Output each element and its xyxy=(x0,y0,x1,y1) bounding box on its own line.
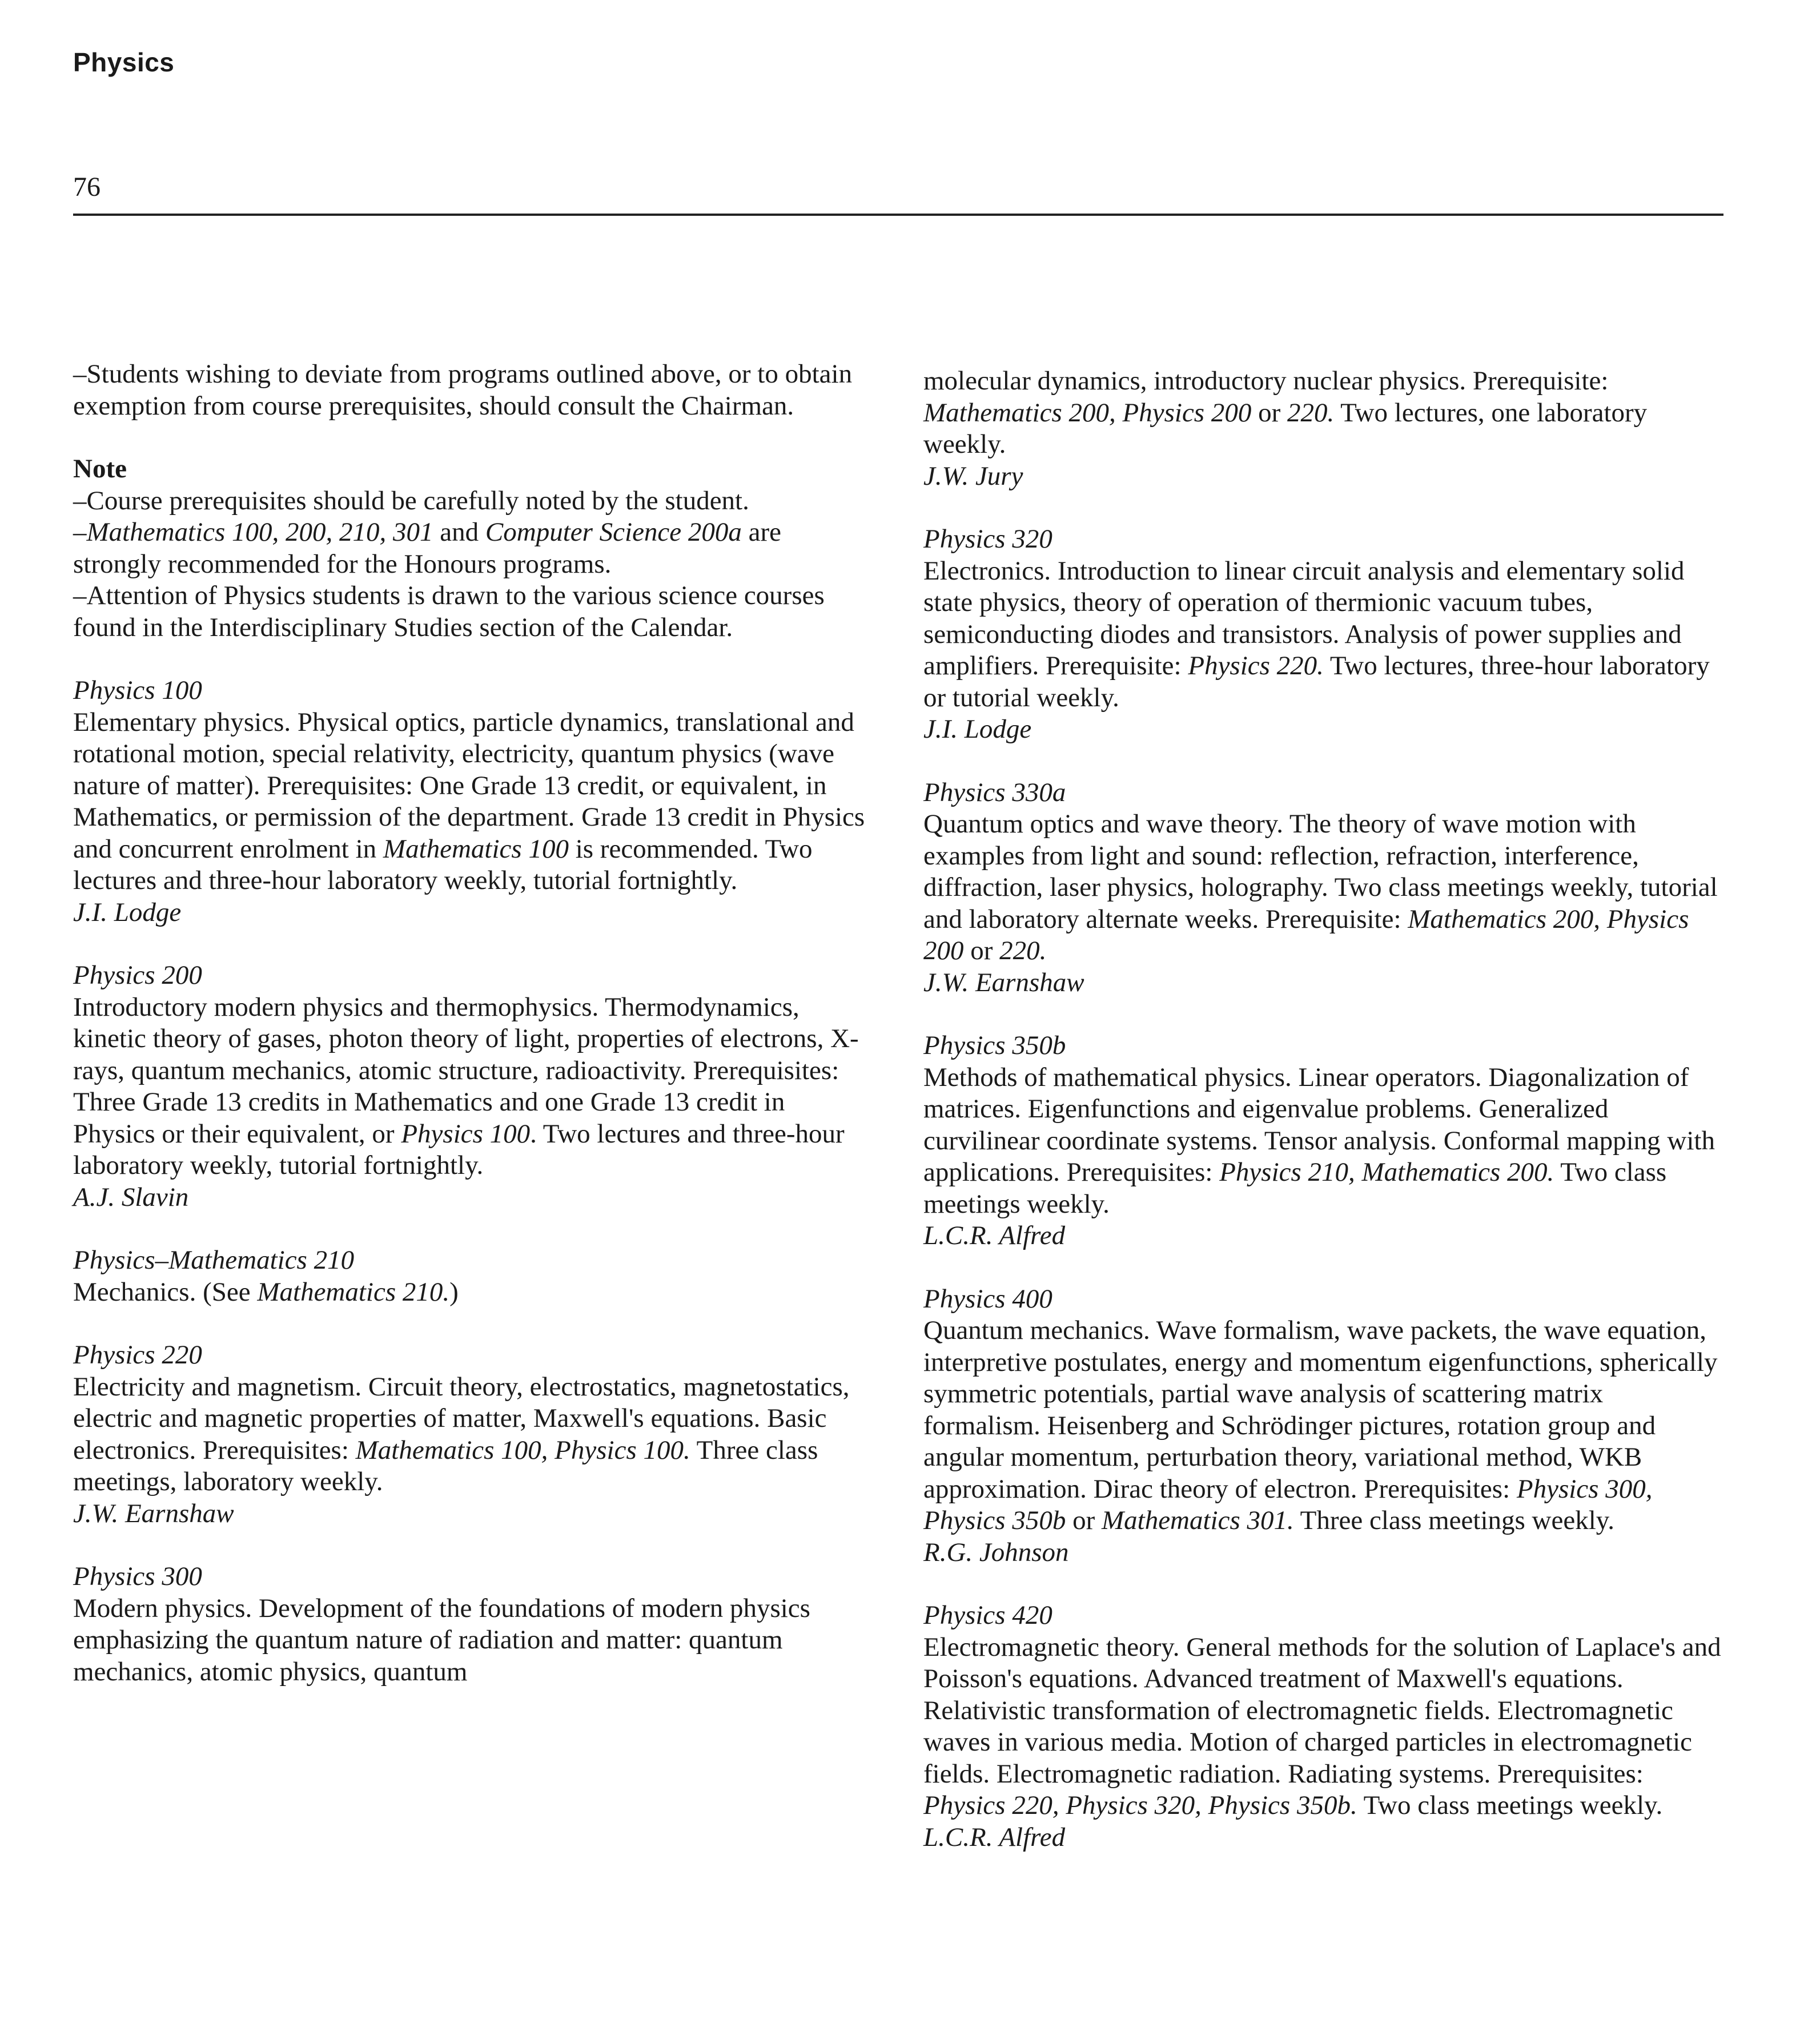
course-title: Physics 100 xyxy=(73,675,202,705)
course-title: Physics 330a xyxy=(923,777,1066,807)
note-course-list: –Mathematics 100, 200, 210, 301 xyxy=(73,517,433,547)
course-continuation xyxy=(923,365,1723,492)
course-instructor: A.J. Slavin xyxy=(73,1182,189,1212)
course-reference: 220. xyxy=(1287,397,1335,428)
course-entry xyxy=(923,1283,1723,1569)
note-text: are strongly recommended for the Honours programs. xyxy=(73,517,782,579)
note-connector: and xyxy=(433,517,485,547)
course-description-text: Quantum optics and wave theory. The theory of wave motion with examples from light and sound: reflection, refraction, interference, diffraction, laser physics, holography. Two class meetings weekly, tutorial and laboratory alternate weeks. Prerequisite: xyxy=(923,809,1718,934)
course-instructor: J.I. Lodge xyxy=(923,714,1032,744)
course-reference: Mathematics 301. xyxy=(1101,1506,1294,1535)
course-description-text: Two class meetings weekly. xyxy=(1357,1790,1663,1820)
course-instructor: L.C.R. Alfred xyxy=(923,1822,1066,1852)
course-reference: Mathematics 210. xyxy=(257,1277,450,1307)
course-description-text: Electromagnetic theory. General methods for the solution of Laplace's and Poisson's equations. Advanced treatment of Maxwell's equations. Relativistic transformation of electromagnetic fields. Electromagnetic waves in various media. Motion of charged particles in electromagnetic fields. Electromagnetic radiation. Radiating systems. Prerequisites: xyxy=(923,1632,1721,1789)
course-reference: Mathematics 200, Physics 200 xyxy=(923,397,1252,428)
course-reference: 220. xyxy=(999,936,1047,965)
course-description-text: Electricity and magnetism. Circuit theory, electrostatics, magnetostatics, electric and magnetic properties of matter, Maxwell's equations. Basic electronics. Prerequisites: xyxy=(73,1371,850,1465)
course-description xyxy=(923,1632,1723,1822)
course-reference: Physics 300, Physics 350b xyxy=(923,1474,1653,1535)
course-instructor: J.I. Lodge xyxy=(73,897,182,927)
course-description xyxy=(73,707,873,897)
course-description-text: Introductory modern physics and thermophysics. Thermodynamics, kinetic theory of gases, photon theory of light, properties of electrons, X-rays, quantum mechanics, atomic structure, radioactivity. Prerequisites: Three Grade 13 credits in Mathematics and one Grade 13 credit in Physics or their equivalent, or xyxy=(73,992,859,1149)
course-title: Physics–Mathematics 210 xyxy=(73,1245,355,1275)
course-description-text: . Two lectures and three-hour laboratory weekly, tutorial fortnightly. xyxy=(73,1118,845,1180)
course-reference: Mathematics 100, Physics 100. xyxy=(355,1435,690,1465)
left-column xyxy=(73,359,873,1688)
course-description-text: Three class meetings weekly. xyxy=(1293,1506,1614,1535)
course-entry xyxy=(923,777,1723,999)
course-description-text: Two lectures, one laboratory weekly. xyxy=(923,397,1648,459)
course-description-text: is recommended. Two lectures and three-hour laboratory weekly, tutorial fortnightly. xyxy=(73,834,813,895)
course-entry xyxy=(73,960,873,1213)
course-description-text: Two lectures, three-hour laboratory or tutorial weekly. xyxy=(923,651,1710,713)
course-title: Physics 220 xyxy=(73,1340,202,1370)
course-description: Modern physics. Development of the foundations of modern physics emphasizing the quantum nature of radiation and matter: quantum mechanics, atomic physics, quantum xyxy=(73,1593,810,1687)
course-description xyxy=(923,1315,1723,1537)
course-reference: Physics 210, Mathematics 200. xyxy=(1219,1157,1554,1187)
course-entry xyxy=(73,1245,873,1308)
course-title: Physics 200 xyxy=(73,960,202,990)
course-reference: Physics 100 xyxy=(401,1118,531,1149)
right-column xyxy=(923,365,1723,1853)
note-item: –Attention of Physics students is drawn to the various science courses found in the Interdisciplinary Studies section of the Calendar. xyxy=(73,581,825,642)
course-title: Physics 320 xyxy=(923,524,1052,554)
course-description xyxy=(73,1371,873,1498)
course-title: Physics 350b xyxy=(923,1031,1066,1060)
course-instructor: J.W. Jury xyxy=(923,461,1023,491)
course-description-text: Elementary physics. Physical optics, particle dynamics, translational and rotational motion, special relativity, electricity, quantum physics (wave nature of matter). Prerequisites: One Grade 13 credit, or equivalent, in Mathematics, or permission of the department. Grade 13 credit in Physics and concurrent enrolment in xyxy=(73,707,865,864)
course-title: Physics 300 xyxy=(73,1562,202,1591)
course-description-text: or xyxy=(963,936,1000,965)
note-item xyxy=(73,517,873,580)
course-description-text: Two class meetings weekly. xyxy=(923,1157,1667,1219)
course-description xyxy=(73,992,873,1182)
course-description-text: molecular dynamics, introductory nuclear physics. Prerequisite: xyxy=(923,366,1609,396)
course-description-text: Methods of mathematical physics. Linear operators. Diagonalization of matrices. Eigenfunctions and eigenvalue problems. Generalized curvilinear coordinate systems. Tensor analysis. Conformal mapping with applications. Prerequisites: xyxy=(923,1062,1715,1187)
course-description-text: ) xyxy=(449,1277,459,1307)
note-heading: Note xyxy=(73,454,127,484)
course-description-text: Electronics. Introduction to linear circuit analysis and elementary solid state physics, theory of operation of thermionic vacuum tubes, semiconducting diodes and transistors. Analysis of power supplies and amplifiers. Prerequisite: xyxy=(923,556,1685,681)
course-description-text: or xyxy=(1066,1506,1102,1535)
intro-paragraph: –Students wishing to deviate from programs outlined above, or to obtain exemption from course prerequisites, should consult the Chairman. xyxy=(73,359,853,421)
course-description-text: or xyxy=(1251,397,1288,428)
course-instructor: R.G. Johnson xyxy=(923,1537,1069,1567)
note-course-list: Computer Science 200a xyxy=(485,517,742,547)
course-description xyxy=(923,1062,1723,1221)
course-description xyxy=(73,1277,873,1309)
course-instructor: L.C.R. Alfred xyxy=(923,1221,1066,1250)
course-reference: Mathematics 100 xyxy=(383,834,569,864)
course-title: Physics 400 xyxy=(923,1283,1052,1314)
course-title: Physics 420 xyxy=(923,1600,1052,1630)
section-title: Physics xyxy=(73,47,175,77)
course-reference: Physics 220. xyxy=(1188,651,1324,681)
note-item: –Course prerequisites should be carefully noted by the student. xyxy=(73,485,749,516)
course-entry xyxy=(73,1561,873,1688)
note-block xyxy=(73,453,873,643)
course-instructor: J.W. Earnshaw xyxy=(73,1498,234,1528)
course-entry xyxy=(923,524,1723,746)
course-description-text: Quantum mechanics. Wave formalism, wave packets, the wave equation, interpretive postulates, energy and momentum eigenfunctions, spherically symmetric potentials, partial wave analysis of scattering matrix formalism. Heisenberg and Schrödinger pictures, rotation group and angular momentum, perturbation theory, variational method, WKB approximation. Dirac theory of electron. Prerequisites: xyxy=(923,1315,1718,1504)
header-rule xyxy=(73,214,1723,216)
course-description xyxy=(923,808,1723,967)
course-description-text: Three class meetings, laboratory weekly. xyxy=(73,1435,818,1496)
course-entry xyxy=(923,1030,1723,1252)
course-description xyxy=(923,365,1723,461)
course-description-text: Mechanics. (See xyxy=(73,1277,258,1307)
course-entry xyxy=(73,1339,873,1530)
course-entry xyxy=(73,675,873,928)
course-reference: Physics 220, Physics 320, Physics 350b. xyxy=(923,1790,1357,1820)
course-reference: Mathematics 200, Physics 200 xyxy=(923,904,1689,965)
page-number: 76 xyxy=(73,172,101,202)
course-description xyxy=(923,556,1723,714)
course-instructor: J.W. Earnshaw xyxy=(923,967,1084,997)
course-entry xyxy=(923,1600,1723,1853)
